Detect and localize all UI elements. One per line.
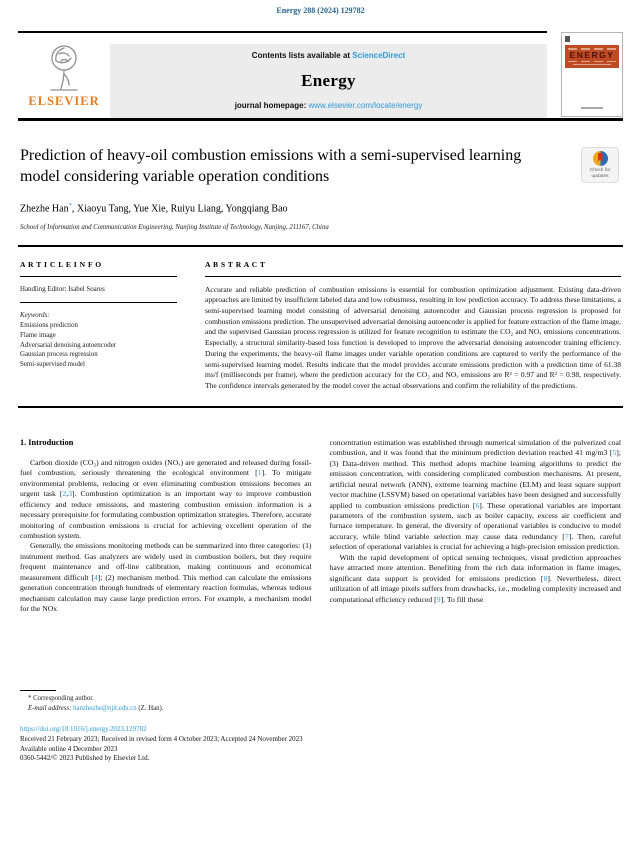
email-label: E-mail address: [28, 704, 74, 712]
keyword-item: Adversarial denoising autoencoder [20, 341, 117, 349]
corresponding-author-footnote [20, 690, 312, 714]
authors-rest: , Xiaoyu Tang, Yue Xie, Ruiyu Liang, Yongqiang Bao [71, 203, 288, 215]
corresponding-author-asterisk[interactable]: * [68, 202, 72, 210]
meta-section [20, 247, 621, 406]
doi-link[interactable]: https://doi.org/10.1016/j.energy.2023.129782 [20, 725, 147, 734]
homepage-line [116, 101, 541, 110]
article-title: Prediction of heavy-oil combustion emissions with a semi-supervised learning model considering variable operation conditions [20, 147, 522, 186]
footnote-rule [20, 690, 56, 691]
corresponding-author-note: * Corresponding author. [28, 694, 94, 702]
cover-deco-line [573, 64, 611, 65]
elsevier-wordmark: ELSEVIER [28, 94, 100, 108]
title-block [20, 145, 621, 187]
body-column-left [20, 438, 312, 690]
citation-link[interactable]: 9 [436, 594, 441, 604]
cover-logo-mark [565, 36, 570, 42]
homepage-prefix: journal homepage: [234, 101, 309, 110]
email-link[interactable]: hanzhezhe@njit.edu.cn [73, 704, 137, 712]
email-line [20, 704, 312, 714]
keyword-item: Flame image [20, 331, 56, 339]
citation-link[interactable]: 5 [612, 448, 617, 458]
email-suffix: (Z. Han). [136, 704, 164, 712]
sciencedirect-link[interactable]: ScienceDirect [352, 51, 406, 60]
journal-cover-thumbnail[interactable] [561, 32, 623, 117]
citation-link[interactable]: 4 [93, 572, 98, 582]
keyword-item: Semi-supervised model [20, 361, 85, 369]
journal-name: Energy [301, 70, 356, 90]
citation-link[interactable]: 7 [564, 531, 569, 541]
abstract-text: Accurate and reliable prediction of combustion emissions is essential for combustion optimization adjustment. Existing data-driven approaches are limited by insufficient labeled data and low robustness, resulting in low prediction accuracy. To address these limitations, a semi-supervised learning model consisting of adversarial denoising autoencoder and Gaussian process regression is proposed for combustion emissions prediction. The unsupervised adversarial denoising autoencoder is applied for feature extraction of the flame image, and the supervised Gaussian process regression is utilized for feature recognition to estimate the CO₂ and NOₓ emissions concentrations. Especially, a structural similarity-based loss function is developed to improve the adversarial denoising autoencoder training efficiency. During the experiments, the heavy-oil flame images under variable operation conditions are captured to verify the performance of the semi-supervised learning model. Results indicate that the model provides accurate emissions prediction with a prediction time of 61.38 ms/f (milliseconds per frame), where the prediction accuracy for the CO₂ and NOₓ emissions are R² = 0.97 and R² = 0.98, respectively. The confidence intervals generated by the model cover the actual observations and confirm the reliability of the predictions. [205, 284, 621, 391]
keywords-label: Keywords: [20, 311, 50, 319]
body-paragraph: Generally, the emissions monitoring methods can be summarized into three categories: (1) instrument method. Gas analyzers are widely used in combustion boilers, but they require frequent maintenance and off-line calibration, making continuous and economical measurement difficult [4]; (2) mechanism method. This method can calculate the emissions generation concentration through hundreds of elementary reaction formulas, whereas tedious mechanism calculation may cause large prediction errors. For example, a mechanism model for the NOx [20, 541, 312, 614]
handling-editor: Handling Editor: Isabel Soares [20, 285, 105, 293]
article-info-rule-2 [20, 302, 177, 303]
header-left [18, 31, 547, 118]
meta-gutter [177, 260, 205, 392]
header-thick-rule [18, 118, 623, 121]
citation-link[interactable]: 3 [68, 489, 73, 499]
contents-prefix: Contents lists available at [251, 51, 353, 60]
journal-banner [110, 44, 547, 118]
cover-top-strip [565, 36, 619, 42]
abstract-column [205, 260, 621, 392]
contents-line [116, 51, 541, 60]
journal-homepage-link[interactable]: www.elsevier.com/locate/energy [308, 101, 423, 110]
article-body [20, 438, 621, 690]
body-paragraph: Carbon dioxide (CO₂) and nitrogen oxides (NOₓ) are generated and released during fossil-fuel combustion, seriously threatening the ecological environment [1]. To mitigate environmental problems, reducing or even eliminating combustion emissions becomes an urgent task [2,3]. Combustion optimization is an important way to improve combustion efficiency and reduce emissions, and mastering combustion emission information is a necessary prerequisite for formulating combustion optimization strategies. Therefore, accurate monitoring of combustion emissions is crucial for achieving excellent operation of the combustion system. [20, 457, 312, 541]
cover-deco-bars-bottom [568, 61, 616, 63]
received-dates: Received 21 February 2023; Received in revised form 4 October 2023; Accepted 24 November 2023 [20, 735, 303, 744]
author-list [20, 202, 621, 214]
journal-header [18, 31, 623, 121]
check-for-updates-label: Check for updates [589, 168, 611, 179]
citation-link[interactable]: 2 [62, 489, 67, 499]
elsevier-logo [18, 36, 110, 118]
keyword-item: Emissions prediction [20, 321, 78, 329]
crossmark-icon [593, 151, 608, 166]
citation-link[interactable]: 6 [475, 500, 480, 510]
article-info-heading: A R T I C L E I N F O [20, 259, 102, 269]
article-info-column [20, 260, 177, 392]
crossmark-bookmark-icon [598, 153, 603, 162]
elsevier-tree-icon [39, 41, 89, 93]
abstract-heading: A B S T R A C T [205, 259, 266, 269]
citation-link[interactable]: 1 [257, 468, 262, 478]
citation-link[interactable]: 8 [543, 573, 548, 583]
journal-citation-header: Energy 288 (2024) 129782 [276, 6, 365, 15]
available-online: Available online 4 December 2023 [20, 744, 118, 753]
section-heading-introduction: 1. Introduction [20, 437, 74, 447]
body-column-right [330, 438, 622, 690]
keyword-item: Gaussian process regression [20, 351, 98, 359]
body-paragraph: concentration estimation was established through numerical simulation of the pulverized coal combustion, and it was found that the minimum prediction deviation reached 41 mg/m3 [5]; (3) Data-driven method. This method adopts machine learning algorithms to predict the emission concentration, with considering complicated combustion mechanisms. At present, artificial neural network (ANN), extreme learning machine (ELM) and least square support vector machine (LSSVM) based on operational variables have been designed and successfully applied to combustion emissions prediction [6]. These operational variables are important parameters of the combustion system, such as boiler capacity, excess air coefficient and furnace temperature. In general, the diversity of operational variables is conducive to model accuracy, while blind variable selection may cause data redundancy [7]. Then, careful selection of operational variables is crucial for achieving a high-precision emission prediction. [329, 437, 621, 552]
meta-bottom-rule [18, 406, 623, 408]
cover-footer-mark [562, 107, 622, 109]
abstract-rule [205, 276, 621, 277]
affiliation: School of Information and Communication Engineering, Nanjing Institute of Technology, Nanjing, 211167, China [20, 223, 329, 231]
cover-journal-title: ENERGY [569, 49, 615, 60]
cover-masthead [565, 45, 619, 68]
body-paragraph: With the rapid development of optical sensing techniques, visual prediction approaches have attracted more attention. Benefiting from the rich data information in flame images, significant data support is provided for emissions prediction [8]. Nevertheless, direct utilization of all image pixels suffers from drawbacks, i.e., modeling complexity increased and computational efficiency reduced [9]. To fill these [329, 552, 621, 604]
article-info-rule-1 [20, 276, 177, 277]
check-for-updates-button[interactable] [581, 147, 619, 183]
author-corresponding: Zhezhe Han [20, 203, 69, 215]
article-footer [20, 725, 621, 764]
issn-copyright: 0360-5442/© 2023 Published by Elsevier Ltd. [20, 754, 150, 763]
